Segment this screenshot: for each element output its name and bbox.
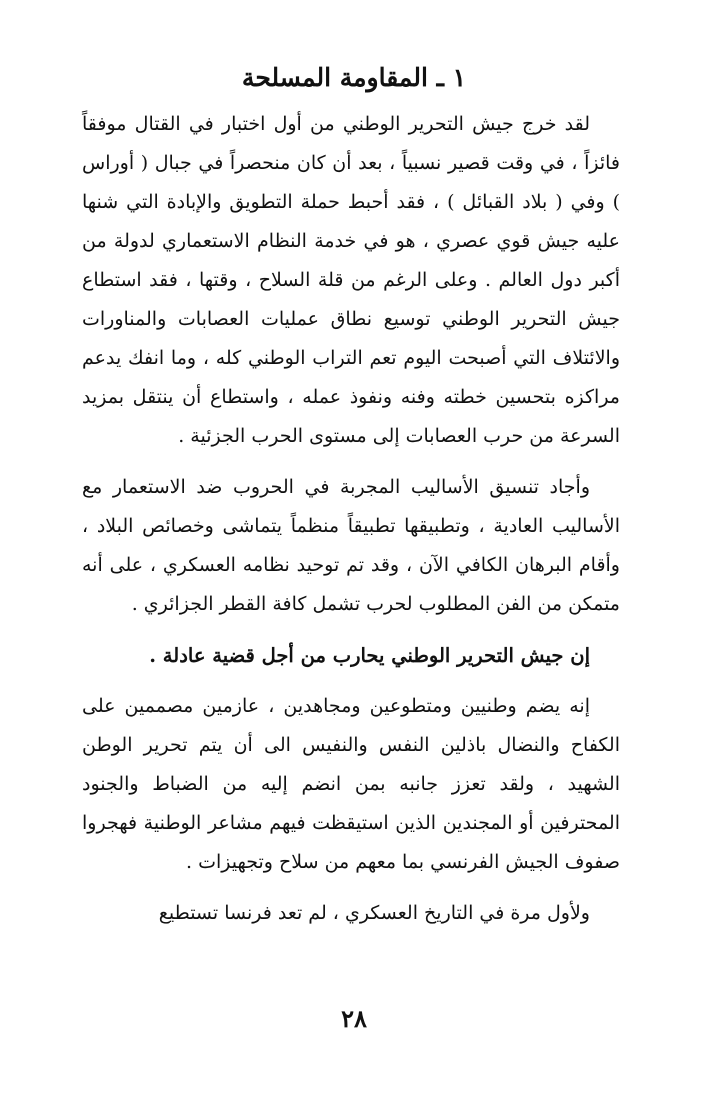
- paragraph-1: لقد خرج جيش التحرير الوطني من أول اختبار في القتال موفقاً فائزاً ، في وقت قصير نسبياً ، بعد أن كان منحصراً في جبال ( أوراس ) وفي ( بلاد القبائل ) ، فقد أحبط حملة التطويق والإبادة التي شنها عليه جيش قوي عصري ، هو في خدمة النظام الاستعماري لدولة من أكبر دول العالم . وعلى الرغم من قلة السلاح ، وقتها ، فقد استطاع جيش التحرير الوطني توسيع نطاق عمليات العصابات والمناورات والائتلاف التي أصبحت اليوم تعم التراب الوطني كله ، وما انفك يدعم مراكزه بتحسين خطته وفنه ونفوذ عمله ، واستطاع أن ينتقل بمزيد السرعة من حرب العصابات إلى مستوى الحرب الجزئية .: [82, 113, 620, 447]
- paragraph-2: وأجاد تنسيق الأساليب المجربة في الحروب ضد الاستعمار مع الأساليب العادية ، وتطبيقها تطبيقاً منظماً يتماشى وخصائص البلاد ، وأقام البرهان الكافي الآن ، وقد تم توحيد نظامه العسكري ، على أنه متمكن من الفن المطلوب لحرب تشمل كافة القطر الجزائري .: [82, 476, 620, 615]
- paragraph-4: إنه يضم وطنيين ومتطوعين ومجاهدين ، عازمين مصممين على الكفاح والنضال باذلين النفس والنفيس الى أن يتم تحرير الوطن الشهيد ، ولقد تعزز جانبه بمن انضم إليه من الضباط والجنود المحترفين أو المجندين الذين استيقظت فيهم مشاعر الوطنية فهجروا صفوف الجيش الفرنسي بما معهم من سلاح وتجهيزات .: [82, 695, 620, 873]
- paragraph-3-emphasis: إن جيش التحرير الوطني يحارب من أجل قضية عادلة .: [149, 644, 590, 667]
- section-heading: ١ ـ المقاومة المسلحة: [241, 63, 467, 92]
- page-number: ٢٨: [341, 1004, 367, 1033]
- paragraph-5: ولأول مرة في التاريخ العسكري ، لم تعد فرنسا تستطيع: [158, 902, 590, 924]
- body-text: [82, 105, 620, 933]
